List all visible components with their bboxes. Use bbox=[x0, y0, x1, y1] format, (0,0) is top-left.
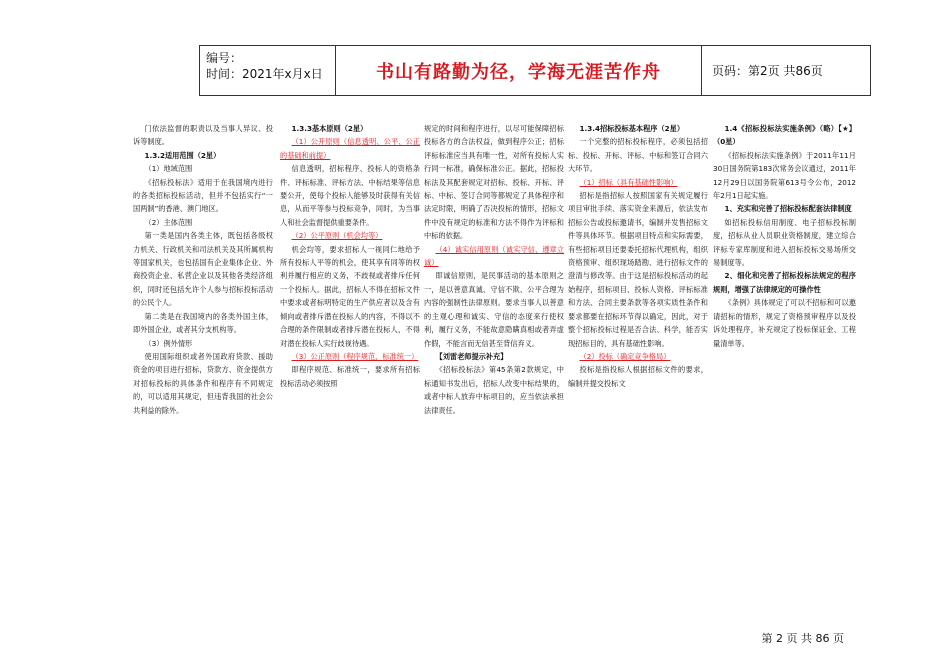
column-4 bbox=[568, 122, 708, 390]
paragraph: 使用国际组织或者外国政府贷款、援助资金的项目进行招标，贷款方、资金提供方对招标投标的具体条件和程序有不同规定的，可以适用其规定，但违背我国的社会公共利益的除外。 bbox=[133, 351, 273, 415]
paragraph: 信息透明，招标程序、投标人的资格条件、评标标准、评标方法、中标结果等信息要公开，使每个投标人能够及时获得有关信息，从而平等参与投标竞争，同时，为当事人和社会监督提供重要条件。 bbox=[280, 164, 420, 227]
page-footer: 第 2 页 共 86 页 bbox=[761, 632, 844, 645]
paragraph: 规定的时间和程序进行，以尽可能保障招标投标各方的合法权益，做到程序公正；招标评标标准应当具有唯一性，对所有投标人实行同一标准，确保标准公正。据此，招标投标法及其配套规定对招标、投标、开标、评标、中标、签订合同等都规定了具体程序和法定时限，明确了否决投标的情形，招标文件中没有规定的标准和方法不得作为评标和中标的依据。 bbox=[424, 124, 564, 241]
sub-heading: （3）例外情形 bbox=[144, 338, 193, 348]
paragraph: 投标是指投标人根据招标文件的要求，编制并提交投标文 bbox=[568, 365, 708, 388]
header-meta bbox=[200, 46, 336, 95]
column-5 bbox=[713, 122, 856, 350]
time-label: 时间：2021年x月x日 bbox=[206, 67, 323, 81]
step-heading: （2）投标（确定竞争格局） bbox=[579, 351, 671, 361]
paragraph: 如招标投标信用制度、电子招标投标制度，招标从业人员职业资格制度，建立综合评标专家库制度和进入招标投标交易场所交易制度等。 bbox=[713, 217, 856, 268]
text-line: 门依法监督的职责以及当事人异议、投诉等制度。 bbox=[133, 124, 273, 147]
page-header bbox=[199, 45, 871, 96]
paragraph: 第二类是在我国境内的各类外国主体，即外国企业，或者其分支机构等。 bbox=[133, 311, 273, 335]
column-2 bbox=[280, 122, 420, 390]
principle-heading: （4）诚实信用原则（诚实守信，遵章立诚） bbox=[424, 244, 564, 268]
sub-heading: 1、充实和完善了招标投标配套法律制度 bbox=[724, 204, 852, 214]
principle-heading: （3）公正原则（程序规范，标准统一） bbox=[291, 351, 419, 361]
paragraph: 《招标投标法》第45条第2款规定，中标通知书发出后，招标人改变中标结果的，或者中标人放弃中标项目的，应当依法承担法律责任。 bbox=[424, 365, 564, 415]
header-page-label: 页码：第2页 共86页 bbox=[712, 64, 823, 78]
step-heading: （1）招标（具有基础性影响） bbox=[579, 177, 678, 187]
principle-heading: （1）公开原则（信息透明、公平、公正的基础和前提） bbox=[280, 137, 420, 160]
paragraph: 一个完整的招标投标程序，必须包括招标、投标、开标、评标、中标和签订合同六大环节。 bbox=[568, 137, 708, 174]
section-heading: 1.3.2适用范围（2星） bbox=[144, 150, 221, 160]
header-slogan: 书山有路勤为径，学海无涯苦作舟 bbox=[336, 46, 702, 95]
teacher-tip-heading: 【刘雷老师提示补充】 bbox=[435, 351, 508, 361]
principle-heading: （2）公平原则（机会均等） bbox=[291, 231, 383, 241]
sub-heading: （2）主体范围 bbox=[144, 217, 193, 227]
paragraph: 招标是指招标人按照国家有关规定履行项目审批手续、落实资金来源后，依法发布招标公告或投标邀请书，编制并发售招标文件等具体环节。根据项目特点和实际需要，有些招标项目还要委托招标代理机构，组织资格预审、组织现场踏勘、进行招标文件的澄清与修改等。由于这是招标投标活动的起始程序，招标项目、投标人资格、评标标准和方法、合同主要条款等各项实质性条件和要求都要在招标环节得以确定，因此，对于整个招标投标过程是否合法、科学，能否实现招标目的，具有基础性影响。 bbox=[568, 191, 708, 348]
paragraph: 即程序规范、标准统一，要求所有招标投标活动必须按照 bbox=[280, 365, 420, 388]
column-3 bbox=[424, 122, 564, 417]
paragraph: 《条例》具体规定了可以不招标和可以邀请招标的情形，规定了资格预审程序以及投诉处理程序，补充规定了投标保证金、工程量清单等。 bbox=[713, 298, 856, 348]
paragraph: 《招标投标法实施条例》于2011年11月30日国务院第183次常务会议通过，2011年12月29日以国务院第613号令公布，2012年2月1日起实施。 bbox=[713, 150, 856, 201]
section-heading: 1.3.4招标投标基本程序（2星） bbox=[579, 124, 685, 133]
sub-heading: （1）地域范围 bbox=[144, 164, 193, 174]
section-heading: 1.3.3基本原则（2星） bbox=[291, 124, 368, 133]
section-heading: 1.4《招标投标法实施条例》（略）【★】（0星） bbox=[713, 124, 856, 147]
paragraph: 第一类是国内各类主体，既包括各级权力机关、行政机关和司法机关及其所属机构等国家机关，也包括国有企业集体企业、外商投资企业、私营企业以及其他各类经济组织，同时还包括允许个人参与招标投标活动的公民个人。 bbox=[133, 231, 273, 308]
number-label: 编号： bbox=[206, 51, 243, 65]
paragraph: 机会均等，要求招标人一视同仁地给予所有投标人平等的机会，使其享有同等的权利并履行相应的义务，不歧视或者排斥任何一个投标人。据此，招标人不得在招标文件中要求或者标明特定的生产供应者以及含有倾向或者排斥潜在投标人的内容，不得以不合理的条件限制或者排斥潜在投标人，不得对潜在投标人实行歧视待遇。 bbox=[280, 244, 420, 348]
sub-heading: 2、细化和完善了招标投标法规定的程序规则，增强了法律规定的可操作性 bbox=[713, 271, 856, 294]
column-1 bbox=[133, 122, 273, 417]
paragraph: 《招标投标法》适用于在我国境内进行的各类招标投标活动，但并不包括实行“一国两制”的香港、澳门地区。 bbox=[133, 177, 273, 214]
paragraph: 即诚信原则，是民事活动的基本原则之一，是以善意真诚、守信不欺、公平合理为内容的强制性法律原则。要求当事人以善意的主观心理和诚实、守信的态度来行使权利，履行义务，不能故意隐瞒真相或者弄虚作假，不能言而无信甚至背信弃义。 bbox=[424, 271, 564, 348]
